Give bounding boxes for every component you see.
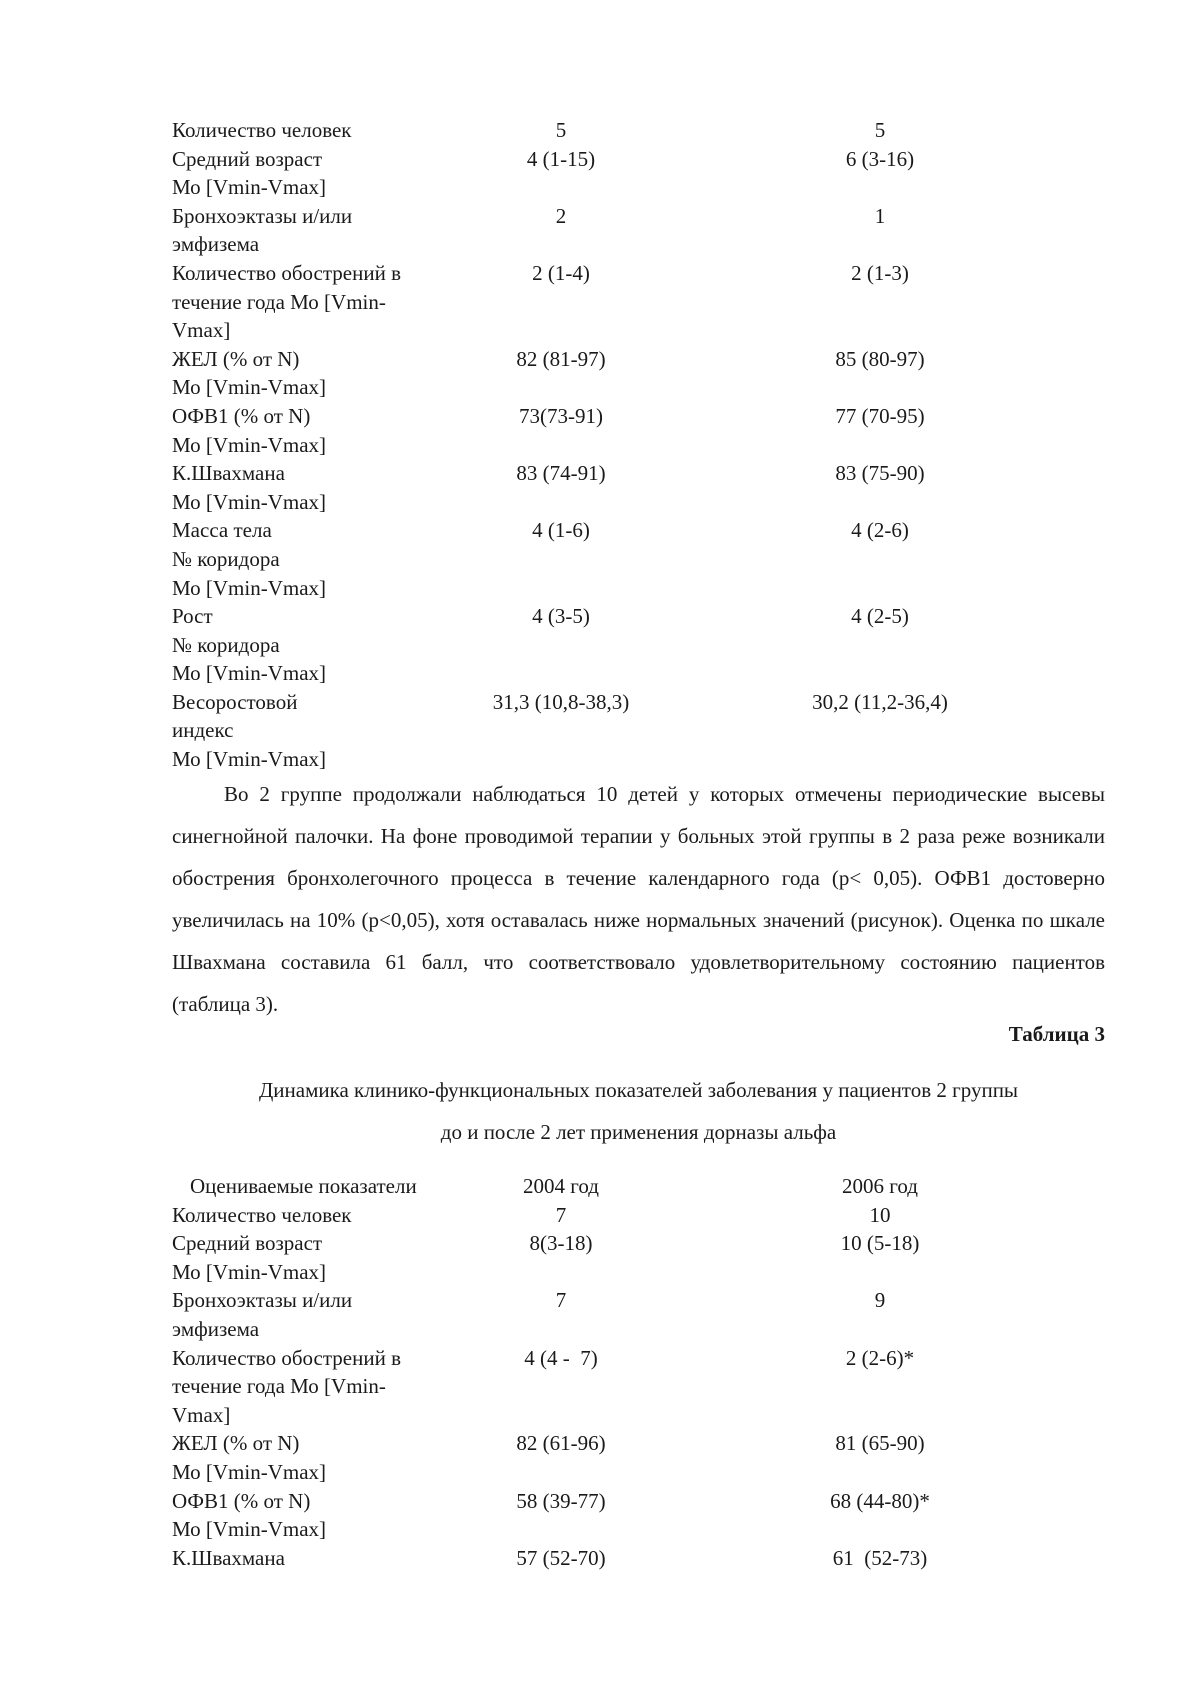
row-label bbox=[172, 345, 447, 402]
row-label-line: Рост bbox=[172, 604, 213, 629]
value-col-2: 4 (2-6) bbox=[851, 518, 909, 543]
value-col-1: 2 (1-4) bbox=[532, 260, 590, 285]
row-label bbox=[172, 259, 447, 345]
row-label-line: ОФВ1 (% от N) bbox=[172, 1488, 311, 1513]
row-label-line: эмфизема bbox=[172, 1316, 260, 1341]
value-col-1: 2 bbox=[555, 203, 567, 228]
value-col-1: 8(3-18) bbox=[529, 1231, 593, 1256]
row-label-line: Бронхоэктазы и/или bbox=[172, 1288, 353, 1313]
table-row bbox=[172, 1201, 1072, 1230]
row-label-line: Мо [Vmin-Vmax] bbox=[172, 489, 327, 514]
row-label-line: Мо [Vmin-Vmax] bbox=[172, 575, 327, 600]
table-row bbox=[172, 202, 1072, 259]
table-row bbox=[172, 345, 1072, 402]
row-label bbox=[172, 116, 447, 145]
row-label bbox=[172, 1487, 447, 1544]
row-label bbox=[172, 1229, 447, 1286]
table-row bbox=[172, 1487, 1072, 1544]
value-col-1: 4 (1-6) bbox=[532, 518, 590, 543]
value-col-1: 7 bbox=[555, 1202, 567, 1227]
row-label-line: Мо [Vmin-Vmax] bbox=[172, 1459, 327, 1484]
value-col-1: 7 bbox=[555, 1288, 567, 1313]
value-col-2: 5 bbox=[874, 118, 886, 142]
row-label bbox=[172, 602, 447, 688]
row-label-line: Мо [Vmin-Vmax] bbox=[172, 432, 327, 457]
table-row bbox=[172, 1344, 1072, 1430]
table-row bbox=[172, 688, 1072, 774]
value-col-1: 31,3 (10,8-38,3) bbox=[492, 689, 630, 714]
value-col-2: 85 (80-97) bbox=[835, 346, 925, 371]
value-col-2: 10 (5-18) bbox=[840, 1231, 920, 1256]
value-col-1: 73(73-91) bbox=[519, 403, 603, 428]
row-label bbox=[172, 1286, 447, 1343]
row-label-line: ЖЕЛ (% от N) bbox=[172, 1431, 300, 1456]
row-label-line: Средний возраст bbox=[172, 146, 323, 171]
row-label-line: индекс bbox=[172, 718, 234, 743]
header-year-1: 2004 год bbox=[523, 1174, 599, 1198]
row-label-line: Vmax] bbox=[172, 1402, 231, 1427]
row-label-line: Средний возраст bbox=[172, 1231, 323, 1256]
table-row bbox=[172, 1229, 1072, 1286]
row-label bbox=[172, 459, 447, 516]
row-label-line: Мо [Vmin-Vmax] bbox=[172, 175, 327, 200]
value-col-1: 57 (52-70) bbox=[516, 1545, 606, 1570]
value-col-2: 81 (65-90) bbox=[835, 1431, 925, 1456]
table-row bbox=[172, 1286, 1072, 1343]
row-label bbox=[172, 516, 447, 602]
row-label-line: Количество человек bbox=[172, 1202, 352, 1227]
row-label-line: Мо [Vmin-Vmax] bbox=[172, 375, 327, 400]
row-label bbox=[172, 1544, 447, 1573]
table-title-line2: до и после 2 лет применения дорназы альфа bbox=[440, 1120, 837, 1144]
table-3 bbox=[172, 1172, 1072, 1572]
value-col-2: 30,2 (11,2-36,4) bbox=[812, 689, 948, 714]
value-col-2: 10 bbox=[869, 1202, 891, 1227]
row-label-line: К.Швахмана bbox=[172, 1545, 285, 1570]
value-col-2: 77 (70-95) bbox=[835, 403, 925, 428]
row-label bbox=[172, 202, 447, 259]
table-row bbox=[172, 1429, 1072, 1486]
table-row bbox=[172, 459, 1072, 516]
row-label-line: ЖЕЛ (% от N) bbox=[172, 346, 300, 371]
table-number: Таблица 3 bbox=[1008, 1022, 1105, 1046]
row-label-line: Бронхоэктазы и/или bbox=[172, 203, 353, 228]
row-label-line: Масса тела bbox=[172, 518, 272, 543]
row-label bbox=[172, 688, 447, 774]
row-label-line: Количество обострений в bbox=[172, 1345, 401, 1370]
row-label-line: № коридора bbox=[172, 632, 280, 657]
row-label-line: эмфизема bbox=[172, 232, 260, 257]
row-label-line: течение года Мо [Vmin- bbox=[172, 1374, 386, 1399]
value-col-1: 4 (4 - 7) bbox=[524, 1345, 598, 1370]
row-label-line: Мо [Vmin-Vmax] bbox=[172, 1259, 327, 1284]
row-label-line: Количество обострений в bbox=[172, 260, 401, 285]
table-continued bbox=[172, 116, 1072, 774]
value-col-2: 61 (52-73) bbox=[832, 1545, 928, 1570]
value-col-2: 2 (1-3) bbox=[851, 260, 909, 285]
header-label: Оцениваемые показатели bbox=[190, 1174, 417, 1198]
row-label bbox=[172, 1429, 447, 1486]
value-col-2: 9 bbox=[874, 1288, 886, 1313]
table-row bbox=[172, 602, 1072, 688]
value-col-2: 2 (2-6)* bbox=[845, 1345, 915, 1370]
value-col-1: 4 (1-15) bbox=[526, 146, 596, 171]
row-label bbox=[172, 1201, 447, 1230]
row-label-line: Весоростовой bbox=[172, 689, 298, 714]
row-label-line: Количество человек bbox=[172, 118, 352, 142]
value-col-1: 82 (61-96) bbox=[516, 1431, 606, 1456]
row-label-line: Мо [Vmin-Vmax] bbox=[172, 1517, 327, 1542]
row-label-line: Vmax] bbox=[172, 318, 231, 343]
value-col-2: 1 bbox=[874, 203, 886, 228]
table-header-row bbox=[172, 1172, 1072, 1201]
row-label bbox=[172, 1344, 447, 1430]
value-col-1: 5 bbox=[555, 118, 567, 142]
table-title-line1: Динамика клинико-функциональных показателей заболевания у пациентов 2 группы bbox=[258, 1078, 1019, 1102]
table-row bbox=[172, 116, 1072, 145]
value-col-1: 82 (81-97) bbox=[516, 346, 606, 371]
row-label-line: Мо [Vmin-Vmax] bbox=[172, 747, 327, 772]
table-row bbox=[172, 402, 1072, 459]
header-year-2: 2006 год bbox=[842, 1174, 918, 1198]
value-col-1: 4 (3-5) bbox=[532, 604, 590, 629]
row-label bbox=[172, 145, 447, 202]
value-col-2: 68 (44-80)* bbox=[830, 1488, 930, 1513]
table-row bbox=[172, 259, 1072, 345]
value-col-2: 4 (2-5) bbox=[851, 604, 909, 629]
value-col-2: 6 (3-16) bbox=[845, 146, 915, 171]
value-col-2: 83 (75-90) bbox=[835, 461, 925, 486]
row-label-line: К.Швахмана bbox=[172, 461, 285, 486]
row-label-line: течение года Мо [Vmin- bbox=[172, 289, 386, 314]
body-paragraph: Во 2 группе продолжали наблюдаться 10 детей у которых отмечены периодические высевы синегнойной палочки. На фоне проводимой терапии у больных этой группы в 2 раза реже возникали обострения бронхолегочного процесса в течение календарного года (р< 0,05). ОФВ1 достоверно увеличилась на 10% (р<0,05), хотя оставалась ниже нормальных значений (рисунок). Оценка по шкале Швахмана составила 61 балл, что соответствовало удовлетворительному состоянию пациентов (таблица 3). bbox=[172, 782, 1105, 1016]
table-row bbox=[172, 516, 1072, 602]
value-col-1: 58 (39-77) bbox=[516, 1488, 606, 1513]
table-row bbox=[172, 1544, 1072, 1573]
table-row bbox=[172, 145, 1072, 202]
row-label bbox=[172, 402, 447, 459]
row-label-line: Мо [Vmin-Vmax] bbox=[172, 661, 327, 686]
value-col-1: 83 (74-91) bbox=[516, 461, 606, 486]
row-label-line: № коридора bbox=[172, 546, 280, 571]
row-label-line: ОФВ1 (% от N) bbox=[172, 403, 311, 428]
